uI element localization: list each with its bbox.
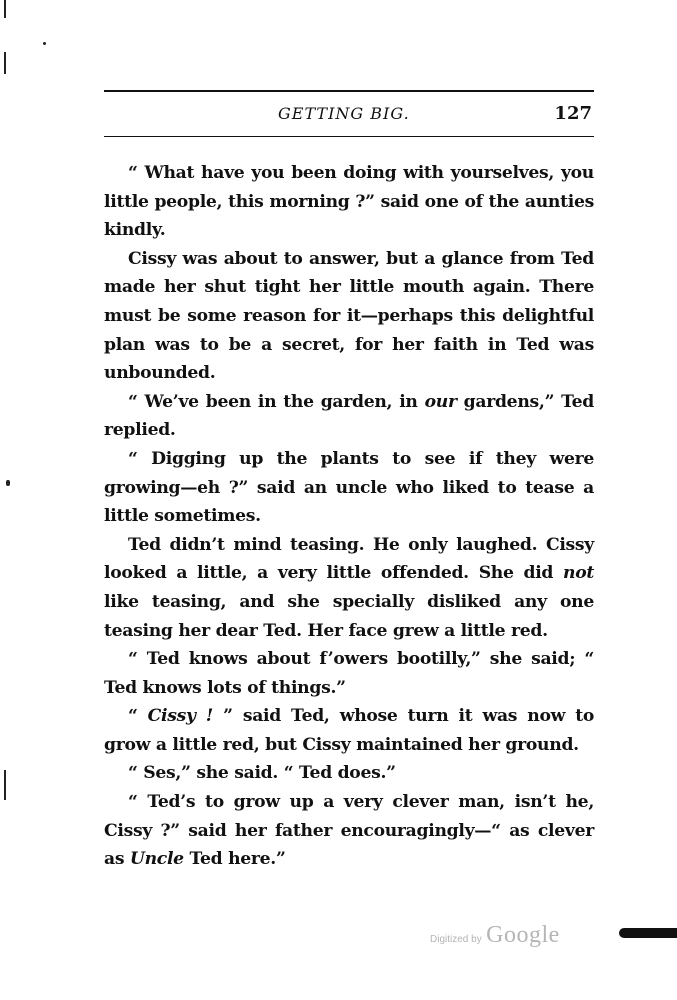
page-number: 127 bbox=[554, 103, 592, 124]
text-run: gardens,” Ted replied. bbox=[104, 391, 594, 441]
italic-run: not bbox=[563, 563, 594, 584]
scan-margin-mark bbox=[4, 52, 6, 74]
italic-run: our bbox=[424, 391, 457, 412]
text-run: “ Digging up the plants to see if they were growing—eh ?” said an uncle who liked to tease a little sometimes. bbox=[104, 448, 594, 527]
paragraph bbox=[104, 759, 594, 788]
paragraph bbox=[104, 159, 594, 245]
watermark-prefix: Digitized by bbox=[430, 934, 482, 945]
text-run: like teasing, and she specially disliked any one teasing her dear Ted. Her face grew a little red. bbox=[104, 591, 594, 641]
header-rule bbox=[104, 90, 594, 92]
text-run: “ We’ve been in the garden, in bbox=[128, 391, 425, 412]
paragraph bbox=[104, 702, 594, 759]
paragraph bbox=[104, 788, 594, 874]
running-title: GETTING BIG. bbox=[278, 104, 410, 123]
scan-margin-mark bbox=[43, 42, 46, 45]
text-run: “ Ses,” she said. “ Ted does.” bbox=[128, 763, 396, 784]
body-text bbox=[104, 159, 594, 874]
text-run: “ Ted’s to grow up a very clever man, isn’t he, Cissy ?” said her father encouragingly—“ as clever as bbox=[104, 792, 594, 870]
paragraph bbox=[104, 245, 594, 388]
text-run: Cissy was about to answer, but a glance from Ted made her shut tight her little mouth again. There must be some reason for it—perhaps this delightful plan was to be a secret, for her faith in Ted was unbounded. bbox=[104, 248, 594, 384]
text-run: Ted here.” bbox=[183, 849, 286, 870]
scan-margin-mark bbox=[6, 480, 10, 486]
digitized-watermark bbox=[430, 922, 560, 949]
paragraph bbox=[104, 388, 594, 445]
paragraph bbox=[104, 645, 594, 702]
italic-run: Cissy ! bbox=[147, 706, 214, 727]
italic-run: Uncle bbox=[129, 849, 184, 870]
paragraph bbox=[104, 445, 594, 531]
text-run: Ted didn’t mind teasing. He only laughed. Cissy looked a little, a very little offended. She did bbox=[104, 534, 594, 584]
header-rule-lower bbox=[104, 136, 594, 137]
paragraph bbox=[104, 531, 594, 645]
text-run: “ bbox=[128, 706, 148, 727]
text-run: “ Ted knows about f’owers bootilly,” she said; “ Ted knows lots of things.” bbox=[104, 649, 594, 698]
scan-margin-mark bbox=[4, 0, 6, 18]
scan-margin-mark bbox=[4, 770, 6, 800]
text-run: “ What have you been doing with yourselves, you little people, this morning ?” said one of the aunties kindly. bbox=[104, 163, 594, 241]
scan-artifact-bar bbox=[619, 928, 677, 938]
text-run: ” said Ted, whose turn it was now to grow a little red, but Cissy maintained her ground. bbox=[104, 706, 594, 755]
google-logo: Google bbox=[486, 922, 560, 948]
